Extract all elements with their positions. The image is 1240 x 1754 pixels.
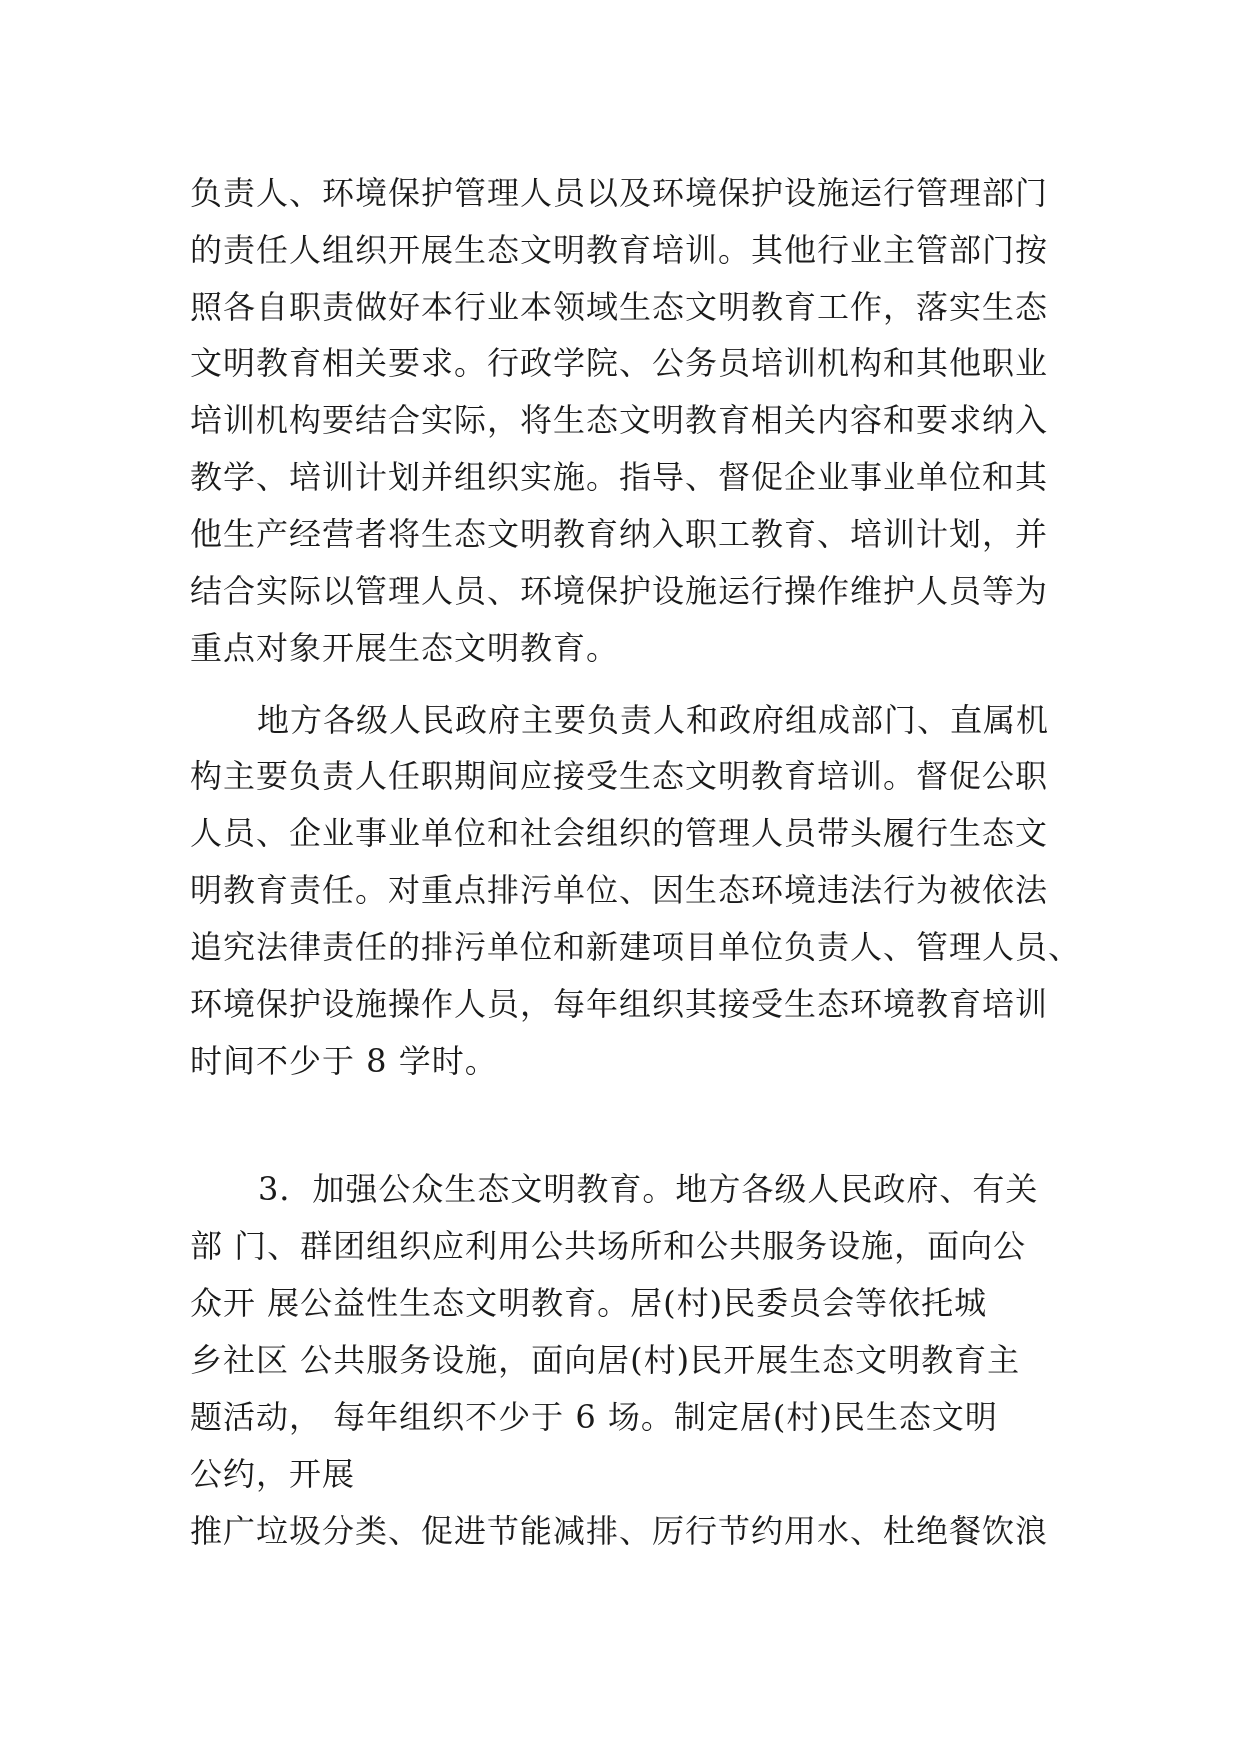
- paragraph-2-line-5: 追究法律责任的排污单位和新建项目单位负责人、管理人员、: [190, 928, 1082, 966]
- paragraph-2-line-1: 地方各级人民政府主要负责人和政府组成部门、直属机: [257, 701, 1050, 739]
- paragraph-3-line-7: 推广垃圾分类、促进节能减排、厉行节约用水、杜绝餐饮浪: [190, 1512, 1049, 1550]
- paragraph-1-line-8: 结合实际以管理人员、环境保护设施运行操作维护人员等为: [190, 572, 1049, 610]
- paragraph-1-line-3: 照各自职责做好本行业本领域生态文明教育工作，落实生态: [190, 288, 1049, 326]
- paragraph-3-line-5: 题活动， 每年组织不少于 6 场。制定居(村)民生态文明: [190, 1398, 998, 1436]
- paragraph-1-line-5: 培训机构要结合实际，将生态文明教育相关内容和要求纳入: [190, 401, 1049, 439]
- paragraph-2-line-6: 环境保护设施操作人员，每年组织其接受生态环境教育培训: [190, 985, 1049, 1023]
- paragraph-2-line-7: 时间不少于 8 学时。: [190, 1042, 498, 1080]
- paragraph-3-line-3: 众开 展公益性生态文明教育。居(村)民委员会等依托城: [190, 1284, 988, 1322]
- paragraph-3-line-1: 3．加强公众生态文明教育。地方各级人民政府、有关: [258, 1170, 1039, 1208]
- paragraph-1-line-2: 的责任人组织开展生态文明教育培训。其他行业主管部门按: [190, 231, 1049, 269]
- paragraph-1-line-9: 重点对象开展生态文明教育。: [190, 629, 620, 667]
- paragraph-1-line-7: 他生产经营者将生态文明教育纳入职工教育、培训计划，并: [190, 515, 1049, 553]
- paragraph-1-line-6: 教学、培训计划并组织实施。指导、督促企业事业单位和其: [190, 458, 1049, 496]
- paragraph-3-line-6: 公约，开展: [190, 1455, 356, 1493]
- paragraph-2-line-4: 明教育责任。对重点排污单位、因生态环境违法行为被依法: [190, 871, 1049, 909]
- paragraph-2-line-2: 构主要负责人任职期间应接受生态文明教育培训。督促公职: [190, 757, 1049, 795]
- paragraph-3-line-2: 部 门、群团组织应利用公共场所和公共服务设施，面向公: [190, 1227, 1027, 1265]
- paragraph-2-line-3: 人员、企业事业单位和社会组织的管理人员带头履行生态文: [190, 814, 1049, 852]
- paragraph-1-line-1: 负责人、环境保护管理人员以及环境保护设施运行管理部门: [190, 174, 1049, 212]
- paragraph-1-line-4: 文明教育相关要求。行政学院、公务员培训机构和其他职业: [190, 344, 1049, 382]
- paragraph-3-line-4: 乡社区 公共服务设施，面向居(村)民开展生态文明教育主: [190, 1341, 1021, 1379]
